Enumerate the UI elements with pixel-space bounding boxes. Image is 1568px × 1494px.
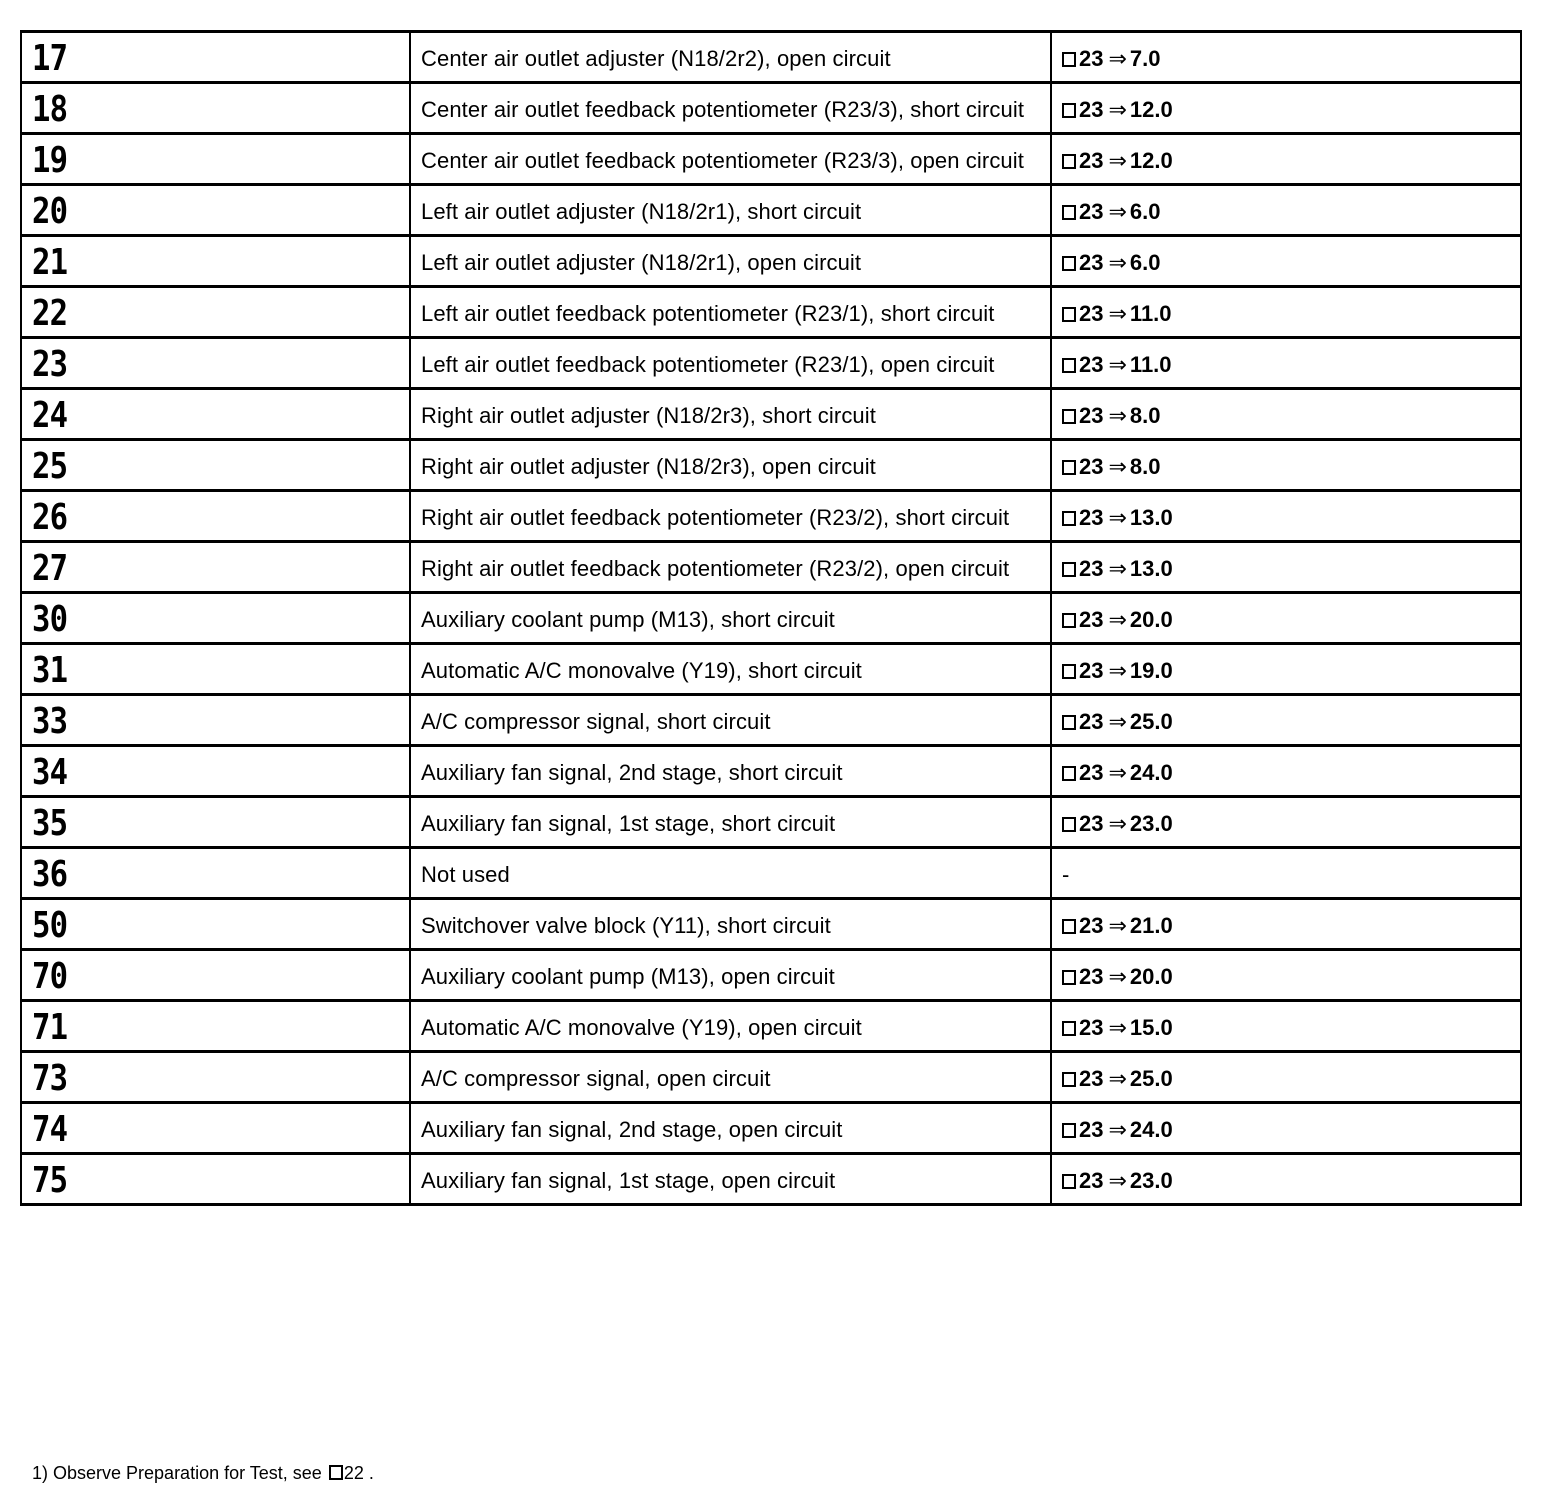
fault-code: 73 [32, 1058, 68, 1099]
test-reference-cell [1051, 389, 1521, 440]
right-double-arrow-icon: ⇒ [1108, 199, 1127, 224]
fault-code-cell [21, 644, 410, 695]
right-double-arrow-icon: ⇒ [1108, 46, 1127, 71]
reference-step: 24.0 [1129, 760, 1173, 785]
fault-description: Auxiliary fan signal, 1st stage, open circuit [410, 1154, 1051, 1205]
reference-step: 13.0 [1129, 556, 1173, 581]
right-double-arrow-icon: ⇒ [1108, 97, 1127, 122]
book-reference-icon [1062, 970, 1076, 985]
fault-code-cell [21, 134, 410, 185]
test-reference-cell [1051, 491, 1521, 542]
footnote [32, 1461, 374, 1485]
footnote-text: 1) Observe Preparation for Test, see [32, 1463, 322, 1483]
book-reference-icon [1062, 256, 1076, 271]
fault-description: Auxiliary fan signal, 1st stage, short circuit [410, 797, 1051, 848]
test-reference-link[interactable] [1062, 811, 1173, 836]
fault-code: 70 [32, 956, 68, 997]
book-reference-icon [1062, 1123, 1076, 1138]
fault-code-cell [21, 32, 410, 83]
fault-code-cell [21, 389, 410, 440]
table-row [21, 593, 1521, 644]
fault-code: 74 [32, 1109, 68, 1150]
test-reference-cell [1051, 338, 1521, 389]
fault-description: Right air outlet feedback potentiometer (R23/2), short circuit [410, 491, 1051, 542]
reference-page: 23 [1079, 964, 1104, 989]
test-reference-cell [1051, 644, 1521, 695]
reference-page: 23 [1079, 658, 1104, 683]
reference-step: 6.0 [1129, 199, 1161, 224]
fault-description: Automatic A/C monovalve (Y19), short circuit [410, 644, 1051, 695]
table-row [21, 134, 1521, 185]
fault-description: Auxiliary fan signal, 2nd stage, open circuit [410, 1103, 1051, 1154]
fault-code: 20 [32, 191, 68, 232]
fault-code-cell [21, 950, 410, 1001]
book-reference-icon [1062, 817, 1076, 832]
reference-step: 11.0 [1129, 352, 1172, 377]
reference-step: 13.0 [1129, 505, 1173, 530]
test-reference-cell [1051, 134, 1521, 185]
fault-code-cell [21, 695, 410, 746]
test-reference-cell [1051, 1154, 1521, 1205]
fault-code-cell [21, 848, 410, 899]
reference-page: 23 [1079, 352, 1104, 377]
book-reference-icon[interactable] [329, 1465, 343, 1480]
table-row [21, 236, 1521, 287]
table-row [21, 695, 1521, 746]
reference-step: 21.0 [1129, 913, 1173, 938]
reference-step: 12.0 [1129, 97, 1173, 122]
test-reference-link[interactable] [1062, 403, 1161, 428]
book-reference-icon [1062, 154, 1076, 169]
test-reference-cell [1051, 593, 1521, 644]
fault-description: Center air outlet feedback potentiometer (R23/3), open circuit [410, 134, 1051, 185]
fault-code: 19 [32, 140, 68, 181]
book-reference-icon [1062, 664, 1076, 679]
fault-description: Not used [410, 848, 1051, 899]
test-reference-cell [1051, 287, 1521, 338]
test-reference-link[interactable] [1062, 1168, 1173, 1193]
fault-code-cell [21, 440, 410, 491]
test-reference-cell [1051, 746, 1521, 797]
book-reference-icon [1062, 613, 1076, 628]
table-row [21, 338, 1521, 389]
reference-step: 7.0 [1129, 46, 1161, 71]
reference-page: 23 [1079, 199, 1104, 224]
reference-page: 23 [1079, 46, 1104, 71]
right-double-arrow-icon: ⇒ [1108, 1168, 1127, 1193]
test-reference-cell [1051, 1103, 1521, 1154]
fault-description: A/C compressor signal, short circuit [410, 695, 1051, 746]
fault-code: 22 [32, 293, 68, 334]
test-reference-link[interactable] [1062, 97, 1173, 122]
reference-page: 23 [1079, 1168, 1104, 1193]
fault-code: 24 [32, 395, 68, 436]
test-reference-cell [1051, 1052, 1521, 1103]
fault-code-cell [21, 1052, 410, 1103]
test-reference-link[interactable] [1062, 1066, 1173, 1091]
fault-description: Right air outlet adjuster (N18/2r3), short circuit [410, 389, 1051, 440]
fault-description: Left air outlet feedback potentiometer (R23/1), short circuit [410, 287, 1051, 338]
test-reference-link[interactable] [1062, 352, 1172, 377]
test-reference-cell [1051, 32, 1521, 83]
test-reference-link[interactable] [1062, 148, 1173, 173]
fault-code-cell [21, 746, 410, 797]
right-double-arrow-icon: ⇒ [1108, 607, 1127, 632]
reference-page: 23 [1079, 250, 1104, 275]
fault-code: 18 [32, 89, 68, 130]
table-row [21, 746, 1521, 797]
test-reference-link[interactable] [1062, 556, 1173, 581]
right-double-arrow-icon: ⇒ [1108, 454, 1127, 479]
reference-step: 8.0 [1129, 403, 1161, 428]
fault-code-cell [21, 185, 410, 236]
fault-description: Auxiliary fan signal, 2nd stage, short circuit [410, 746, 1051, 797]
fault-code-cell [21, 83, 410, 134]
fault-code-cell [21, 1103, 410, 1154]
test-reference-link[interactable] [1062, 46, 1161, 71]
fault-description: Left air outlet adjuster (N18/2r1), short circuit [410, 185, 1051, 236]
test-reference-link[interactable] [1062, 607, 1173, 632]
right-double-arrow-icon: ⇒ [1108, 505, 1127, 530]
reference-page: 23 [1079, 709, 1104, 734]
fault-code-cell [21, 338, 410, 389]
test-reference-cell [1051, 440, 1521, 491]
reference-page: 23 [1079, 505, 1104, 530]
test-reference-link[interactable] [1062, 658, 1173, 683]
reference-page: 23 [1079, 811, 1104, 836]
table-row [21, 797, 1521, 848]
table-row [21, 491, 1521, 542]
right-double-arrow-icon: ⇒ [1108, 148, 1127, 173]
fault-description: A/C compressor signal, open circuit [410, 1052, 1051, 1103]
reference-page: 23 [1079, 1117, 1104, 1142]
fault-code-cell [21, 797, 410, 848]
fault-description: Left air outlet feedback potentiometer (R23/1), open circuit [410, 338, 1051, 389]
book-reference-icon [1062, 511, 1076, 526]
right-double-arrow-icon: ⇒ [1108, 658, 1127, 683]
reference-step: 23.0 [1129, 811, 1173, 836]
test-reference-cell [1051, 185, 1521, 236]
book-reference-icon [1062, 1174, 1076, 1189]
test-reference-link[interactable] [1062, 1117, 1173, 1142]
table-row [21, 185, 1521, 236]
book-reference-icon [1062, 52, 1076, 67]
fault-code: 30 [32, 599, 68, 640]
fault-code: 71 [32, 1007, 68, 1048]
test-reference-cell [1051, 848, 1521, 899]
fault-code: 23 [32, 344, 68, 385]
reference-step: 8.0 [1129, 454, 1161, 479]
fault-code-cell [21, 1154, 410, 1205]
test-reference-cell [1051, 83, 1521, 134]
fault-code-cell [21, 593, 410, 644]
table-row [21, 1103, 1521, 1154]
fault-code: 75 [32, 1160, 68, 1201]
test-reference-text: - [1062, 862, 1070, 887]
right-double-arrow-icon: ⇒ [1108, 556, 1127, 581]
footnote-suffix: . [368, 1463, 374, 1483]
reference-page: 23 [1079, 760, 1104, 785]
test-reference-cell [1051, 542, 1521, 593]
right-double-arrow-icon: ⇒ [1108, 1066, 1127, 1091]
reference-page: 23 [1079, 454, 1104, 479]
table-body [21, 32, 1521, 1205]
reference-page: 23 [1079, 1066, 1104, 1091]
reference-page: 23 [1079, 403, 1104, 428]
table-row [21, 899, 1521, 950]
fault-description: Auxiliary coolant pump (M13), short circuit [410, 593, 1051, 644]
test-reference-link[interactable] [1062, 301, 1172, 326]
fault-code: 34 [32, 752, 68, 793]
fault-code-cell [21, 287, 410, 338]
reference-page: 23 [1079, 556, 1104, 581]
fault-code: 21 [32, 242, 68, 283]
right-double-arrow-icon: ⇒ [1108, 250, 1127, 275]
fault-code-table [20, 30, 1522, 1206]
fault-code: 31 [32, 650, 68, 691]
test-reference-link[interactable] [1062, 913, 1173, 938]
table-row [21, 287, 1521, 338]
fault-description: Center air outlet adjuster (N18/2r2), open circuit [410, 32, 1051, 83]
fault-description: Right air outlet adjuster (N18/2r3), open circuit [410, 440, 1051, 491]
fault-code: 27 [32, 548, 68, 589]
reference-step: 12.0 [1129, 148, 1173, 173]
fault-code: 35 [32, 803, 68, 844]
reference-page: 23 [1079, 1015, 1104, 1040]
test-reference-link[interactable] [1062, 709, 1173, 734]
test-reference-cell [1051, 899, 1521, 950]
table-row [21, 644, 1521, 695]
right-double-arrow-icon: ⇒ [1108, 760, 1127, 785]
test-reference-link[interactable] [1062, 199, 1161, 224]
table-row [21, 83, 1521, 134]
fault-code-cell [21, 1001, 410, 1052]
book-reference-icon [1062, 409, 1076, 424]
reference-step: 25.0 [1129, 1066, 1173, 1091]
test-reference-link[interactable] [1062, 760, 1173, 785]
book-reference-icon [1062, 766, 1076, 781]
book-reference-icon [1062, 358, 1076, 373]
fault-code: 33 [32, 701, 68, 742]
test-reference-cell [1051, 1001, 1521, 1052]
table-row [21, 1154, 1521, 1205]
right-double-arrow-icon: ⇒ [1108, 964, 1127, 989]
fault-code-cell [21, 236, 410, 287]
reference-step: 15.0 [1129, 1015, 1173, 1040]
reference-step: 24.0 [1129, 1117, 1173, 1142]
right-double-arrow-icon: ⇒ [1108, 352, 1127, 377]
reference-page: 23 [1079, 607, 1104, 632]
reference-page: 23 [1079, 913, 1104, 938]
book-reference-icon [1062, 460, 1076, 475]
table-row [21, 1001, 1521, 1052]
reference-step: 11.0 [1129, 301, 1172, 326]
reference-step: 25.0 [1129, 709, 1173, 734]
test-reference-cell [1051, 695, 1521, 746]
table-row [21, 440, 1521, 491]
table-row [21, 389, 1521, 440]
test-reference-link[interactable] [1062, 1015, 1173, 1040]
right-double-arrow-icon: ⇒ [1108, 913, 1127, 938]
fault-code-cell [21, 542, 410, 593]
book-reference-icon [1062, 562, 1076, 577]
fault-description: Switchover valve block (Y11), short circuit [410, 899, 1051, 950]
reference-page: 23 [1079, 148, 1104, 173]
fault-description: Left air outlet adjuster (N18/2r1), open circuit [410, 236, 1051, 287]
reference-step: 20.0 [1129, 607, 1173, 632]
table-row [21, 1052, 1521, 1103]
test-reference-cell [1051, 950, 1521, 1001]
fault-code-cell [21, 899, 410, 950]
right-double-arrow-icon: ⇒ [1108, 301, 1127, 326]
book-reference-icon [1062, 1072, 1076, 1087]
book-reference-icon [1062, 919, 1076, 934]
fault-code: 17 [32, 38, 68, 79]
fault-code: 25 [32, 446, 68, 487]
right-double-arrow-icon: ⇒ [1108, 709, 1127, 734]
reference-step: 20.0 [1129, 964, 1173, 989]
test-reference-cell [1051, 797, 1521, 848]
right-double-arrow-icon: ⇒ [1108, 1117, 1127, 1142]
test-reference-link[interactable] [1062, 454, 1161, 479]
table-row [21, 848, 1521, 899]
fault-description: Automatic A/C monovalve (Y19), open circuit [410, 1001, 1051, 1052]
reference-step: 19.0 [1129, 658, 1173, 683]
fault-description: Center air outlet feedback potentiometer (R23/3), short circuit [410, 83, 1051, 134]
fault-code: 36 [32, 854, 68, 895]
reference-page: 23 [1079, 97, 1104, 122]
fault-description: Auxiliary coolant pump (M13), open circuit [410, 950, 1051, 1001]
test-reference-link[interactable] [1062, 964, 1173, 989]
test-reference-link[interactable] [1062, 505, 1173, 530]
reference-step: 23.0 [1129, 1168, 1173, 1193]
right-double-arrow-icon: ⇒ [1108, 1015, 1127, 1040]
reference-step: 6.0 [1129, 250, 1161, 275]
table-row [21, 950, 1521, 1001]
reference-page: 23 [1079, 301, 1104, 326]
footnote-ref-page[interactable]: 22 [343, 1463, 364, 1483]
book-reference-icon [1062, 307, 1076, 322]
book-reference-icon [1062, 103, 1076, 118]
book-reference-icon [1062, 205, 1076, 220]
fault-description: Right air outlet feedback potentiometer (R23/2), open circuit [410, 542, 1051, 593]
right-double-arrow-icon: ⇒ [1108, 403, 1127, 428]
table-row [21, 542, 1521, 593]
book-reference-icon [1062, 1021, 1076, 1036]
fault-code: 26 [32, 497, 68, 538]
test-reference-link[interactable] [1062, 250, 1161, 275]
book-reference-icon [1062, 715, 1076, 730]
fault-code-cell [21, 491, 410, 542]
fault-code: 50 [32, 905, 68, 946]
test-reference-cell [1051, 236, 1521, 287]
right-double-arrow-icon: ⇒ [1108, 811, 1127, 836]
table-row [21, 32, 1521, 83]
